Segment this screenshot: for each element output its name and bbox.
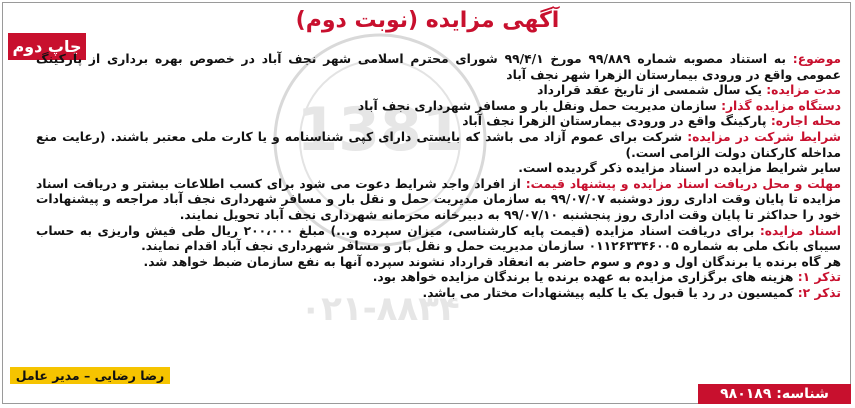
- section-organizer: دستگاه مزایده گذار: سازمان مدیریت حمل ونقل بار و مسافر شهرداری نجف آباد: [357, 98, 841, 113]
- section-location: محله اجاره: پارکینگ واقع در ورودی بیمارستان الزهرا نجف آباد: [462, 114, 841, 129]
- section-documents: اسناد مزایده: برای دریافت اسناد مزایده (قیمت پایه کارشناسی، میزان سپرده و...) مبلغ ۲۰۰،۰۰۰ ریال طی فیش واریزی به حساب سیبای بانک ملی به شماره ۰۱۱۲۶۳۳۴۶۰۰۵ سازمان مدیریت حمل و نقل بار و مسافر شهرداری نجف آباد اقدام نمایند.: [36, 223, 842, 254]
- section-subject: موضوع: به استناد مصوبه شماره ۹۹/۸۸۹ مورخ ۹۹/۴/۱ شورای محترم اسلامی شهر نجف آباد در خصوص بهره برداری از پارکینگ عمومی واقع در ورودی بیمارستان الزهرا شهر نجف آباد: [36, 52, 842, 82]
- manager-signature: رضا رضایی – مدیر عامل: [10, 367, 170, 384]
- svg-text:1381: 1381: [296, 95, 464, 165]
- section-deposit-forfeit: هر گاه برنده یا برندگان اول و دوم و سوم حاضر به انعقاد قرارداد نشوند سپرده آنها به نفع سازمان ضبط خواهد شد.: [143, 254, 841, 269]
- section-duration: مدت مزایده: یک سال شمسی از تاریخ عقد قرارداد: [537, 83, 841, 98]
- section-note-1: تذکر ۱: هزینه های برگزاری مزایده به عهده برنده یا برندگان مزایده خواهد بود.: [372, 270, 841, 285]
- title-text: آگهی مزایده (نوبت دوم): [295, 8, 560, 33]
- notice-body: [36, 52, 841, 302]
- section-deadline: مهلت و محل دریافت اسناد مزایده و پیشنهاد قیمت: از افراد واجد شرایط دعوت می شود برای کسب اطلاعات بیشتر و دریافت اسناد مزایده تا پایان وقت اداری روز دوشنبه ۹۹/۰۷/۰۷ به سازمان مدیریت حمل و نقل بار و مسافر شهرداری نجف آباد مراجعه و پیشنهادات خود را حداکثر تا پایان وقت اداری روز پنجشنبه ۹۹/۰۷/۱۰ به دبیرخانه محرمانه شهرداری نجف آباد تحویل نمایند.: [36, 176, 841, 222]
- section-note-2: تذکر ۲: کمیسیون در رد یا قبول یک یا کلیه پیشنهادات مختار می باشد.: [422, 285, 841, 300]
- print-edition-badge: چاپ دوم: [8, 33, 86, 60]
- svg-text:۰۲۱-۸۸۳۴: ۰۲۱-۸۸۳۴: [300, 289, 460, 329]
- notice-title: [0, 8, 855, 33]
- section-other-conditions: سایر شرایط مزایده در اسناد مزایده ذکر گردیده است.: [518, 161, 841, 176]
- section-conditions: شرایط شرکت در مزایده: شرکت برای عموم آزاد می باشد که بایستی دارای کپی شناسنامه و یا کارت ملی معتبر باشند. (رعایت منع مداخله کارکنان دولت الزامی است.): [36, 129, 842, 160]
- notice-id-badge: شناسه: ۹۸۰۱۸۹: [698, 384, 851, 404]
